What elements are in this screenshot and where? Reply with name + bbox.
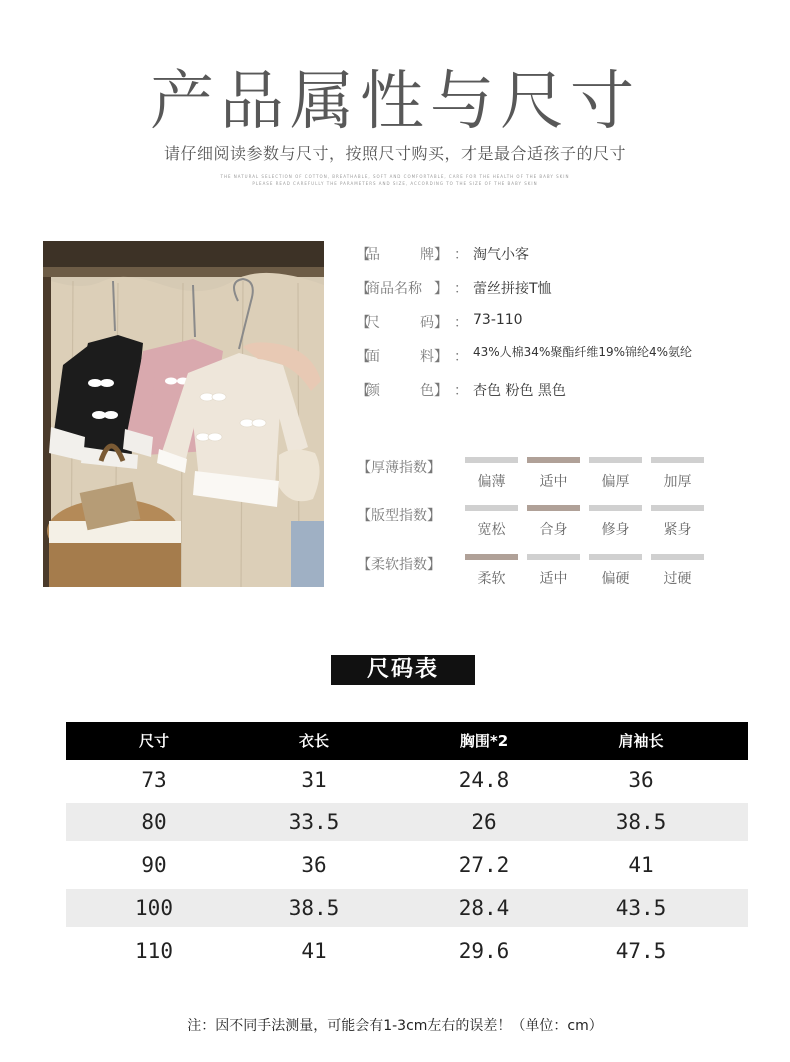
page-title: 产品属性与尺寸 [150, 65, 640, 139]
table-row: 90 36 27.2 41 [141, 853, 654, 877]
table-row: 100 38.5 28.4 43.5 [66, 889, 748, 927]
attr-product-name-value: 蕾丝拼接T恤 [473, 281, 552, 297]
page-subtitle: 请仔细阅读参数与尺寸，按照尺寸购买，才是最合适孩子的尺寸 [163, 144, 626, 163]
attr-size-range-value: 73-110 [473, 312, 523, 328]
header-size: 尺寸 [138, 732, 169, 750]
size-chart-banner: 尺码表 [331, 655, 475, 685]
table-row: 110 41 29.6 47.5 [135, 939, 667, 963]
header-chest: 胸围*2 [459, 732, 509, 750]
fine-print-line-1: THE NATURAL SELECTION OF COTTON, BREATHABLE, SOFT AND COMFORTABLE, CARE FOR THE HEALTH OF THE BABY SKIN [220, 174, 570, 179]
thickness-index-label: 【厚薄指数】 [357, 460, 441, 476]
softness-index-label: 【柔软指数】 [357, 557, 441, 573]
fine-print-line-2: PLEASE READ CAREFULLY THE PARAMETERS AND SIZE, ACCORDING TO THE SIZE OF THE BABY SKIN [252, 181, 538, 186]
header-length: 衣长 [298, 732, 329, 750]
product-photo [43, 241, 324, 587]
size-table-header [66, 722, 748, 760]
table-row: 80 33.5 26 38.5 [66, 803, 748, 841]
attr-color-value: 杏色 粉色 黑色 [473, 383, 566, 399]
measurement-note: 注：因不同手法测量，可能会有1-3cm左右的误差！（单位：cm） [187, 1018, 603, 1034]
attr-brand-value: 淘气小客 [473, 247, 529, 263]
table-row: 73 31 24.8 36 [141, 768, 654, 792]
header-shoulder-sleeve: 肩袖长 [618, 732, 664, 750]
fit-index-label: 【版型指数】 [357, 508, 441, 524]
attr-fabric-value: 43%人棉34%聚酯纤维19%锦纶4%氨纶 [473, 345, 693, 359]
